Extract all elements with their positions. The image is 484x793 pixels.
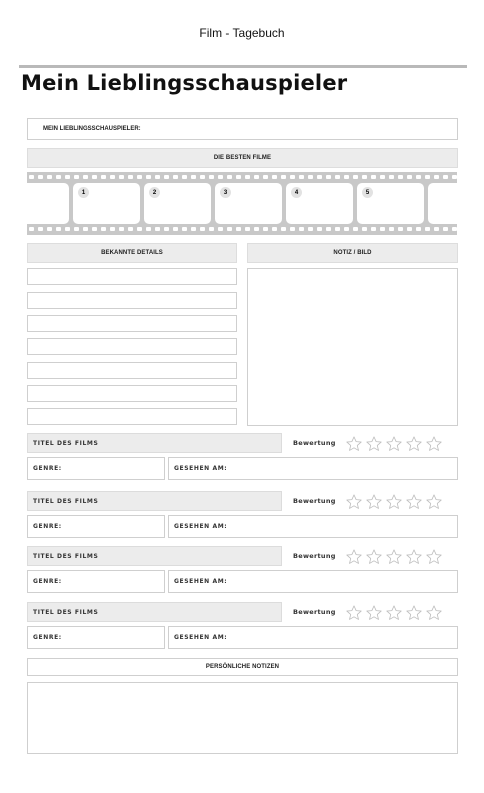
film-perforation [317,227,322,231]
film-perforation [218,175,223,179]
film-title-label: TITEL DES FILMS [33,497,99,505]
rating-label: Bewertung [293,497,336,505]
detail-line[interactable] [27,385,237,402]
rating-label: Bewertung [293,439,336,447]
film-perforation [425,227,430,231]
film-frame-3[interactable] [215,183,282,224]
genre-label: GENRE: [33,465,62,472]
rating-stars [345,604,443,622]
film-perforation [173,227,178,231]
seen-date-field[interactable] [168,457,458,480]
film-perforation [326,175,331,179]
film-title-field[interactable] [27,602,282,622]
film-perforation [254,227,259,231]
detail-line[interactable] [27,292,237,309]
film-perforation [452,227,457,231]
page-title: Mein Lieblingsschauspieler [21,71,348,95]
star-icon[interactable] [405,548,423,566]
film-perforation [245,227,250,231]
star-icon[interactable] [365,548,383,566]
film-perforation [200,227,205,231]
film-perforation [425,175,430,179]
film-strip-perforation-top [27,175,457,180]
film-perforation [344,175,349,179]
film-perforation [119,227,124,231]
film-perforation [317,175,322,179]
film-perforation [155,227,160,231]
film-perforation [146,227,151,231]
film-perforation [326,227,331,231]
film-perforation [236,227,241,231]
film-perforation [137,175,142,179]
film-perforation [191,227,196,231]
film-perforation [398,227,403,231]
film-frame-number: 4 [291,187,302,198]
film-perforation [281,227,286,231]
star-icon[interactable] [405,493,423,511]
film-title-field[interactable] [27,546,282,566]
star-icon[interactable] [385,548,403,566]
star-icon[interactable] [385,604,403,622]
rating-label: Bewertung [293,608,336,616]
film-perforation [398,175,403,179]
note-label: NOTIZ / BILD [333,250,372,256]
film-frame-number: 3 [220,187,231,198]
star-icon[interactable] [345,493,363,511]
film-perforation [380,175,385,179]
star-icon[interactable] [425,435,443,453]
seen-date-label: GESEHEN AM: [174,523,228,530]
film-perforation [110,175,115,179]
film-perforation [182,175,187,179]
film-perforation [281,175,286,179]
document-header-title: Film - Tagebuch [199,26,285,40]
film-perforation [38,227,43,231]
film-frame-number: 5 [362,187,373,198]
film-perforation [308,227,313,231]
star-icon[interactable] [405,604,423,622]
genre-field[interactable] [27,626,165,649]
star-icon[interactable] [365,493,383,511]
film-perforation [65,227,70,231]
best-films-label: DIE BESTEN FILME [213,155,272,161]
genre-field[interactable] [27,570,165,593]
film-perforation [56,227,61,231]
rating-stars [345,548,443,566]
film-perforation [299,175,304,179]
star-icon[interactable] [365,435,383,453]
film-title-label: TITEL DES FILMS [33,439,99,447]
star-icon[interactable] [345,548,363,566]
personal-notes-header [27,658,458,676]
seen-date-label: GESEHEN AM: [174,578,228,585]
film-perforation [245,175,250,179]
film-perforation [119,175,124,179]
favorite-actor-label: MEIN LIEBLINGSSCHAUSPIELER: [43,126,141,132]
detail-line[interactable] [27,408,237,425]
film-perforation [74,175,79,179]
rating-stars [345,435,443,453]
film-perforation [200,175,205,179]
star-icon[interactable] [425,493,443,511]
genre-label: GENRE: [33,578,62,585]
genre-label: GENRE: [33,634,62,641]
film-perforation [101,175,106,179]
seen-date-field[interactable] [168,570,458,593]
rating-stars [345,493,443,511]
film-perforation [353,175,358,179]
film-perforation [155,175,160,179]
film-frame-5[interactable] [357,183,424,224]
star-icon[interactable] [345,435,363,453]
film-perforation [209,175,214,179]
film-perforation [416,227,421,231]
film-perforation [416,175,421,179]
film-perforation [47,175,52,179]
detail-line[interactable] [27,338,237,355]
favorite-actor-field[interactable] [27,118,458,140]
film-title-field[interactable] [27,491,282,511]
film-perforation [182,227,187,231]
film-strip-perforation-bottom [27,227,457,232]
film-perforation [407,175,412,179]
star-icon[interactable] [385,493,403,511]
film-frame-2[interactable] [144,183,211,224]
best-films-header [27,148,458,168]
star-icon[interactable] [385,435,403,453]
film-strip [27,172,457,235]
film-perforation [290,227,295,231]
note-header [247,243,458,263]
film-perforation [191,175,196,179]
seen-date-label: GESEHEN AM: [174,465,228,472]
film-frame-partial-left [27,183,69,224]
film-frame-number: 2 [149,187,160,198]
film-perforation [371,227,376,231]
seen-date-field[interactable] [168,515,458,538]
film-perforation [353,227,358,231]
detail-line[interactable] [27,362,237,379]
star-icon[interactable] [425,548,443,566]
film-frame-partial-right [428,183,457,224]
seen-date-label: GESEHEN AM: [174,634,228,641]
film-title-label: TITEL DES FILMS [33,552,99,560]
film-frame-1[interactable] [73,183,140,224]
film-perforation [308,175,313,179]
film-perforation [362,227,367,231]
film-frame-number: 1 [78,187,89,198]
film-perforation [146,175,151,179]
film-perforation [65,175,70,179]
film-perforation [299,227,304,231]
film-perforation [290,175,295,179]
film-perforation [164,175,169,179]
film-perforation [173,175,178,179]
note-image-box[interactable] [247,268,458,426]
film-perforation [38,175,43,179]
film-perforation [371,175,376,179]
header-divider [19,65,467,68]
star-icon[interactable] [425,604,443,622]
film-perforation [407,227,412,231]
seen-date-field[interactable] [168,626,458,649]
film-perforation [227,227,232,231]
rating-label: Bewertung [293,552,336,560]
film-perforation [389,175,394,179]
film-perforation [254,175,259,179]
film-perforation [263,227,268,231]
film-perforation [443,227,448,231]
film-perforation [209,227,214,231]
film-perforation [443,175,448,179]
detail-line[interactable] [27,268,237,285]
film-perforation [218,227,223,231]
film-title-field[interactable] [27,433,282,453]
genre-field[interactable] [27,515,165,538]
film-perforation [263,175,268,179]
film-perforation [83,175,88,179]
detail-line[interactable] [27,315,237,332]
film-perforation [227,175,232,179]
film-perforation [128,227,133,231]
film-perforation [128,175,133,179]
film-perforation [452,175,457,179]
film-perforation [335,175,340,179]
details-label: BEKANNTE DETAILS [101,250,163,256]
film-perforation [83,227,88,231]
film-perforation [56,175,61,179]
star-icon[interactable] [345,604,363,622]
film-perforation [344,227,349,231]
film-perforation [74,227,79,231]
film-perforation [335,227,340,231]
film-frame-4[interactable] [286,183,353,224]
film-perforation [389,227,394,231]
film-perforation [92,175,97,179]
genre-field[interactable] [27,457,165,480]
film-perforation [29,227,34,231]
film-perforation [92,227,97,231]
star-icon[interactable] [405,435,423,453]
film-perforation [164,227,169,231]
film-perforation [47,227,52,231]
film-perforation [272,227,277,231]
film-perforation [362,175,367,179]
film-perforation [137,227,142,231]
personal-notes-label: PERSÖNLICHE NOTIZEN [205,664,280,670]
film-perforation [110,227,115,231]
film-perforation [434,227,439,231]
genre-label: GENRE: [33,523,62,530]
film-perforation [380,227,385,231]
film-title-label: TITEL DES FILMS [33,608,99,616]
film-perforation [236,175,241,179]
film-perforation [29,175,34,179]
film-perforation [272,175,277,179]
star-icon[interactable] [365,604,383,622]
details-header [27,243,237,263]
personal-notes-box[interactable] [27,682,458,754]
film-perforation [101,227,106,231]
film-perforation [434,175,439,179]
